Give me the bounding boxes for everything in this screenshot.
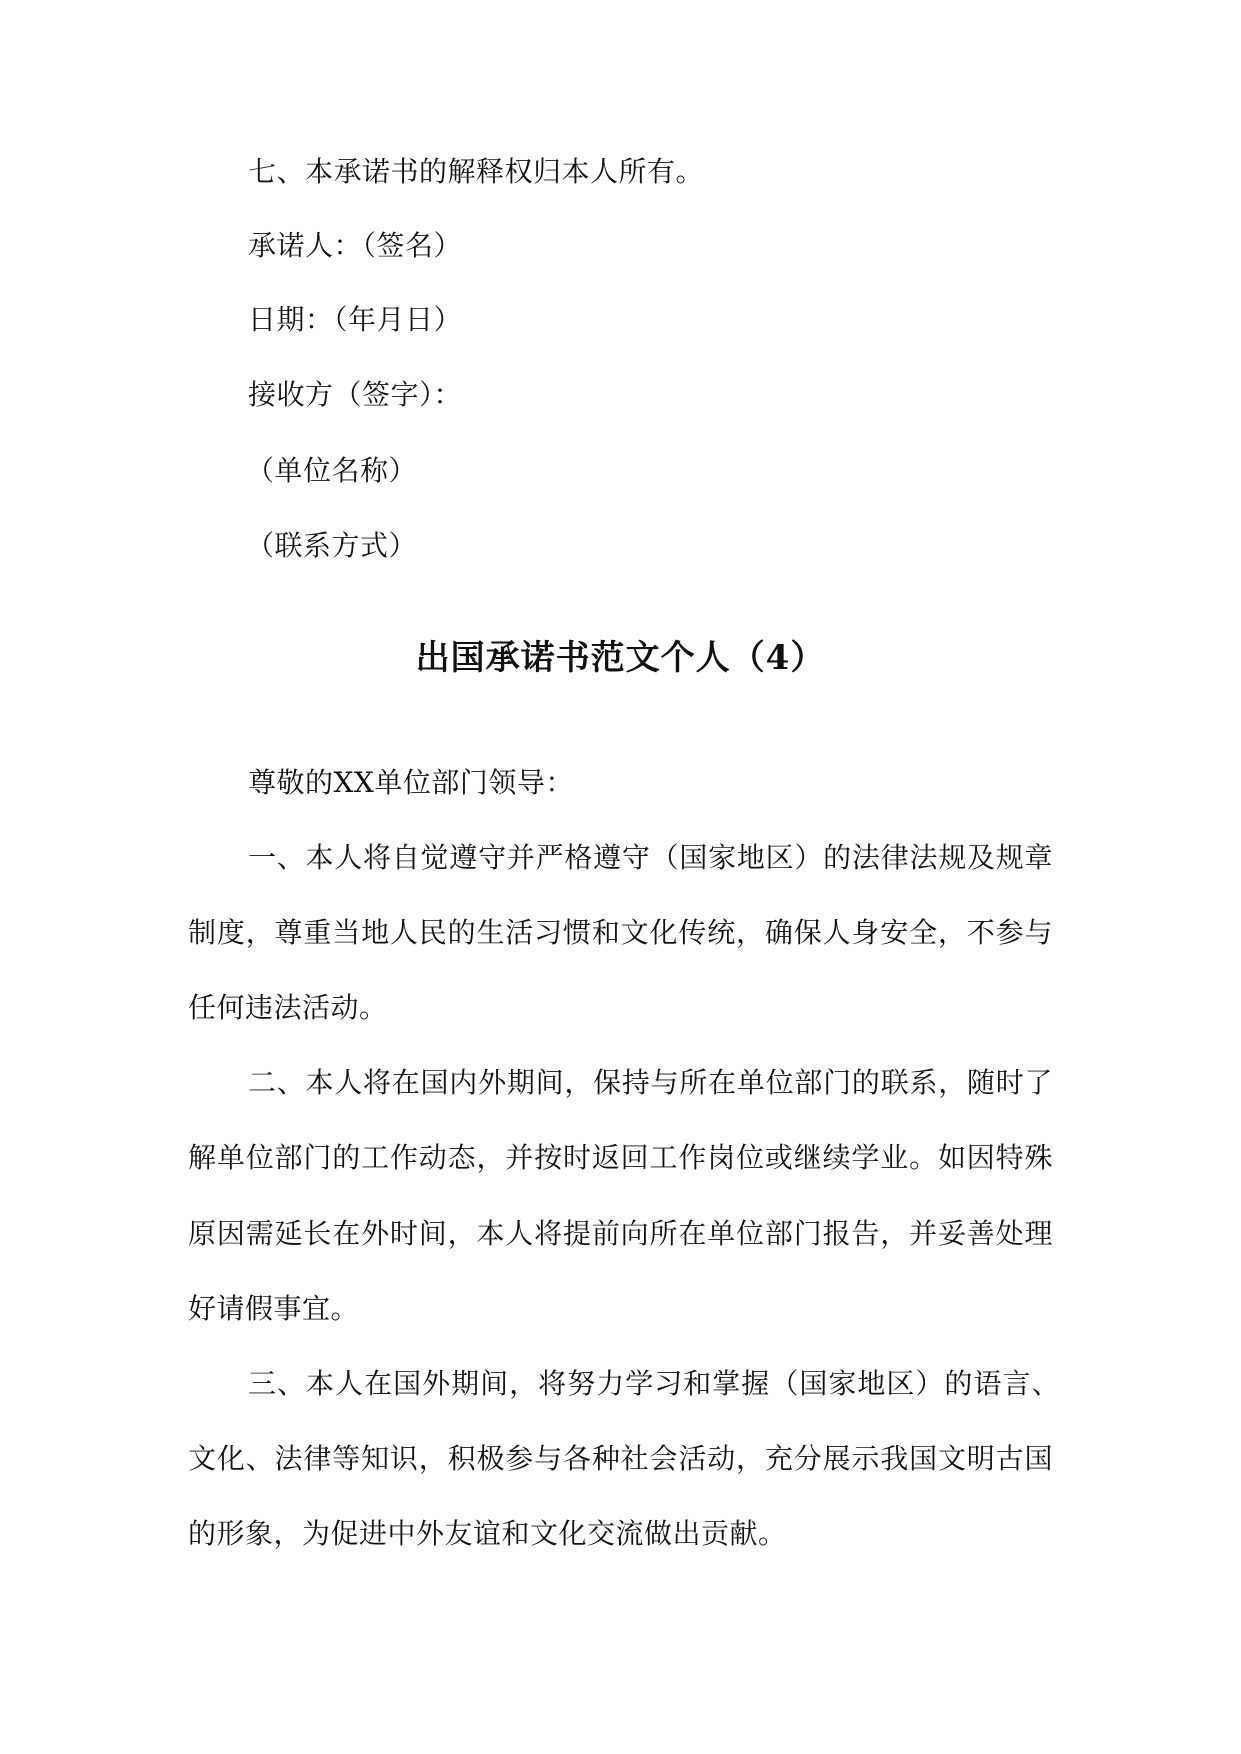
contact-line: （联系方式）	[246, 529, 418, 562]
paragraph-2-line-4: 好请假事宜。	[188, 1292, 360, 1325]
paragraph-2-line-3: 原因需延长在外时间，本人将提前向所在单位部门报告，并妥善处理	[188, 1217, 1053, 1250]
paragraph-3-line-3: 的形象，为促进中外友谊和文化交流做出贡献。	[188, 1517, 787, 1550]
unit-name-line: （单位名称）	[246, 454, 418, 487]
item-seven: 七、本承诺书的解释权归本人所有。	[248, 155, 705, 188]
paragraph-1-line-3: 任何违法活动。	[188, 991, 388, 1024]
receiver-line: 接收方（签字）：	[248, 378, 463, 411]
paragraph-3-line-2: 文化、法律等知识，积极参与各种社会活动，充分展示我国文明古国	[188, 1442, 1053, 1475]
paragraph-1-line-1: 一、本人将自觉遵守并严格遵守（国家地区）的法律法规及规章	[248, 841, 1053, 874]
paragraph-1-line-2: 制度，尊重当地人民的生活习惯和文化传统，确保人身安全，不参与	[188, 916, 1053, 949]
section-title: 出国承诺书范文个人（4）	[415, 638, 826, 678]
paragraph-2-line-1: 二、本人将在国内外期间，保持与所在单位部门的联系，随时了	[248, 1066, 1053, 1099]
salutation: 尊敬的XX单位部门领导：	[248, 766, 574, 799]
paragraph-3-line-1: 三、本人在国外期间，将努力学习和掌握（国家地区）的语言、	[248, 1367, 1060, 1400]
signer-line: 承诺人：（签名）	[248, 229, 463, 262]
paragraph-2-line-2: 解单位部门的工作动态，并按时返回工作岗位或继续学业。如因特殊	[188, 1141, 1053, 1174]
date-line: 日期：（年月日）	[248, 303, 463, 336]
